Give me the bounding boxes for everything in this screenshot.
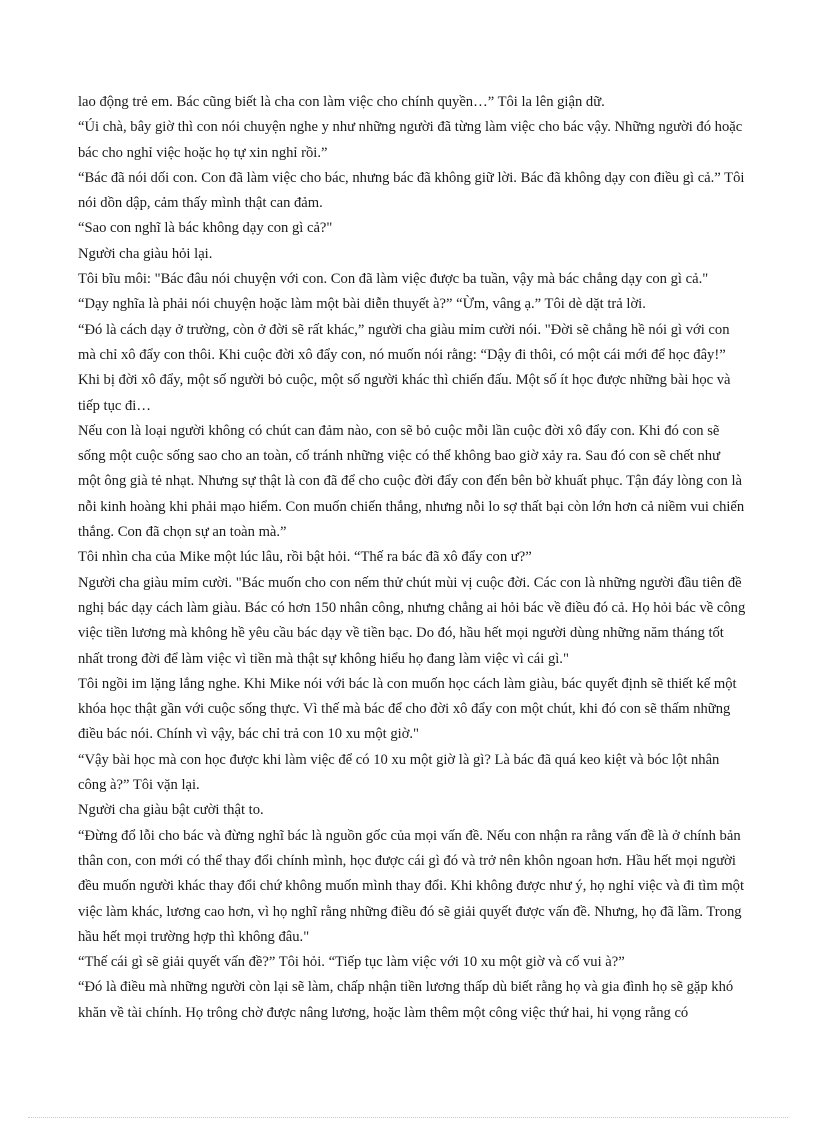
page-bottom-divider xyxy=(28,1117,788,1118)
paragraph: Nếu con là loại người không có chút can đảm nào, con sẽ bỏ cuộc mỗi lần cuộc đời xô đẩy con. Khi đó con sẽ sống một cuộc sống sao cho an toàn, cố tránh những việc có thể không bao giờ xảy ra. Sau đó con sẽ chết như một ông già tẻ nhạt. Nhưng sự thật là con đã để cho cuộc đời đẩy con đến bên bờ khuất phục. Tận đáy lòng con là nỗi kinh hoàng khi phải mạo hiểm. Con muốn chiến thắng, nhưng nỗi lo sợ thất bại còn lớn hơn cả niềm vui chiến thắng. Con đã chọn sự an toàn mà.” xyxy=(78,422,745,541)
paragraph: lao động trẻ em. Bác cũng biết là cha con làm việc cho chính quyền…” Tôi la lên giận dữ. xyxy=(78,94,605,110)
paragraph: Người cha giàu mỉm cười. "Bác muốn cho con nếm thử chút mùi vị cuộc đời. Các con là những người đầu tiên đề nghị bác dạy cách làm giàu. Bác có hơn 150 nhân công, nhưng chẳng ai hỏi bác về điều đó cả. Họ hỏi bác về công việc tiền lương mà không hề yêu cầu bác dạy về tiền bạc. Do đó, hầu hết mọi người dùng những năm tháng tốt nhất trong đời để làm việc vì tiền mà thật sự không hiểu họ đang làm việc vì cái gì." xyxy=(78,574,746,667)
paragraph: “Dạy nghĩa là phải nói chuyện hoặc làm một bài diễn thuyết à?” “Ừm, vâng ạ.” Tôi dè dặt trả lời. xyxy=(78,296,646,313)
paragraph: “Đó là điều mà những người còn lại sẽ làm, chấp nhận tiền lương thấp dù biết rằng họ và gia đình họ sẽ gặp khó khăn về tài chính. Họ trông chờ được nâng lương, hoặc làm thêm một công việc thứ hai, hi vọng rằng có xyxy=(78,979,734,1021)
paragraph: Tôi bĩu môi: "Bác đâu nói chuyện với con. Con đã làm việc được ba tuần, vậy mà bác chẳng dạy con gì cả." xyxy=(78,271,709,288)
paragraph: Tôi ngồi im lặng lắng nghe. Khi Mike nói với bác là con muốn học cách làm giàu, bác quyết định sẽ thiết kế một khóa học thật gần với cuộc sống thực. Vì thế mà bác để cho đời xô đẩy con một chút, khi đó con sẽ thấm những điều bác nói. Chính vì vậy, bác chỉ trả con 10 xu một giờ." xyxy=(78,675,737,743)
document-body xyxy=(78,90,746,1026)
paragraph: “Thế cái gì sẽ giải quyết vấn đề?” Tôi hỏi. “Tiếp tục làm việc với 10 xu một giờ và cố vui à?” xyxy=(78,954,625,971)
paragraph: Người cha giàu bật cười thật to. xyxy=(78,802,264,819)
paragraph: “Đừng đổ lỗi cho bác và đừng nghĩ bác là nguồn gốc của mọi vấn đề. Nếu con nhận ra rằng vấn đề là ở chính bản thân con, con mới có thể thay đổi chính mình, học được cái gì đó và trở nên khôn ngoan hơn. Hầu hết mọi người đều muốn người khác thay đổi chứ không muốn mình thay đổi. Khi không được như ý, họ nghỉ việc và đi tìm một việc làm khác, lương cao hơn, vì họ nghĩ rằng những điều đó sẽ giải quyết được vấn đề. Nhưng, họ đã lầm. Trong hầu hết mọi trường hợp thì không đâu." xyxy=(78,827,745,945)
paragraph: “Úi chà, bây giờ thì con nói chuyện nghe y như những người đã từng làm việc cho bác vậy. Những người đó hoặc bác cho nghỉ việc hoặc họ tự xin nghỉ rồi.” xyxy=(78,119,743,161)
paragraph: “Đó là cách dạy ở trường, còn ở đời sẽ rất khác,” người cha giàu mỉm cười nói. "Đời sẽ chẳng hề nói gì với con mà chỉ xô đẩy con thôi. Khi cuộc đời xô đẩy con, nó muốn nói rằng: “Dậy đi thôi, có một cái mới để học đây!” Khi bị đời xô đẩy, một số người bỏ cuộc, một số người khác thì chiến đấu. Một số ít học được những bài học và tiếp tục đi… xyxy=(78,321,731,414)
paragraph: Người cha giàu hỏi lại. xyxy=(78,245,213,262)
paragraph: Tôi nhìn cha của Mike một lúc lâu, rồi bật hỏi. “Thế ra bác đã xô đẩy con ư?” xyxy=(78,549,532,566)
paragraph: “Vậy bài học mà con học được khi làm việc để có 10 xu một giờ là gì? Là bác đã quá keo kiệt và bóc lột nhân công à?” Tôi vặn lại. xyxy=(78,751,720,794)
paragraph: “Sao con nghĩ là bác không dạy con gì cả?" xyxy=(78,220,333,237)
paragraph: “Bác đã nói dối con. Con đã làm việc cho bác, nhưng bác đã không giữ lời. Bác đã không dạy con điều gì cả.” Tôi nói dồn dập, cảm thấy mình thật can đảm. xyxy=(78,169,745,212)
